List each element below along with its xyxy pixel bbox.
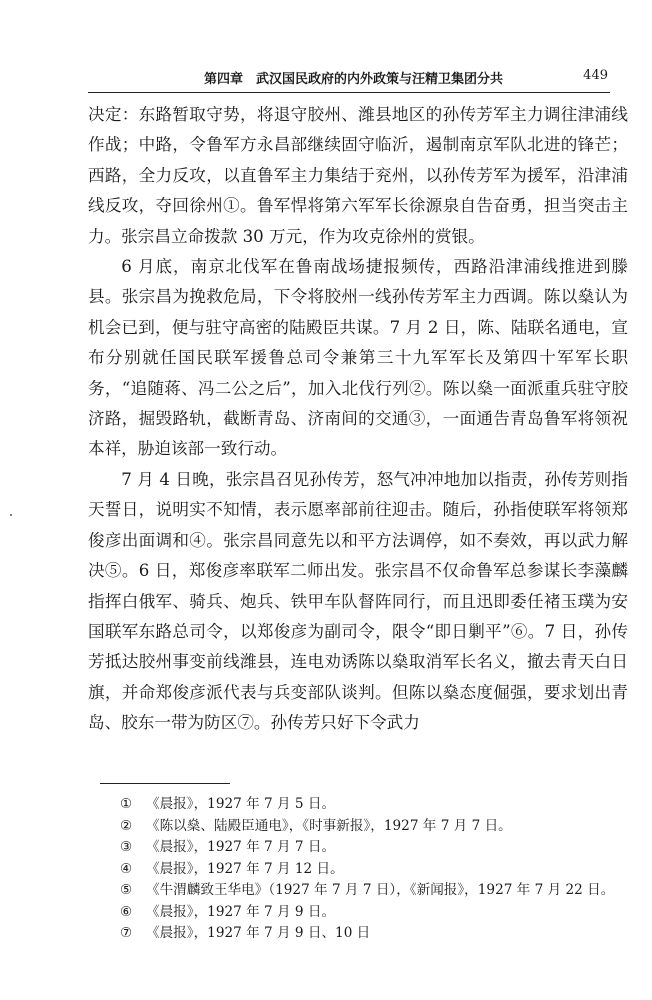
footnote-mark: ⑥	[120, 903, 133, 920]
footnote-mark: ④	[120, 860, 133, 877]
chapter-title: 第四章 武汉国民政府的内外政策与汪精卫集团分共	[204, 72, 504, 87]
footnote-mark: ⑦	[120, 925, 133, 941]
footnote-separator	[100, 783, 230, 784]
footnote-text: 《牛渭麟致王华电》（1927 年 7 月 7 日），《新闻报》，1927 年 7 月 22 日。	[146, 882, 615, 898]
footnote	[120, 816, 620, 838]
running-header	[88, 62, 608, 88]
footnote-mark: ②	[120, 817, 133, 834]
header-rule	[88, 92, 610, 93]
footnotes	[120, 794, 620, 945]
footnote	[120, 923, 620, 945]
footnote-text: 《晨报》，1927 年 7 月 12 日。	[146, 860, 344, 877]
paragraph-continued: 决定：东路暂取守势，将退守胶州、潍县地区的孙传芳军主力调往津浦线作战；中路，令鲁军方永昌部继续固守临沂，遏制南京军队北进的锋芒；西路，全力反攻，以直鲁军主力集结于兖州，以孙传芳军为援军，沿津浦线反攻，夺回徐州①。鲁军悍将第六军军长徐源泉自告奋勇，担当突击主力。张宗昌立命拨款 30 万元，作为攻克徐州的赏银。	[88, 105, 628, 246]
footnote-mark: ⑤	[120, 882, 133, 898]
footnote-text: 《晨报》，1927 年 7 月 9 日。	[146, 903, 336, 920]
footnote	[120, 902, 620, 924]
footnote-text: 《陈以燊、陆殿臣通电》，《时事新报》，1927 年 7 月 7 日。	[146, 817, 512, 834]
footnote	[120, 859, 620, 881]
footnote-text: 《晨报》，1927 年 7 月 7 日。	[146, 839, 336, 855]
paragraph: 7 月 4 日晚，张宗昌召见孙传芳，怒气冲冲地加以指责，孙传芳则指天誓日，说明实不知情，表示愿率部前往迎击。随后，孙指使联军将领郑俊彦出面调和④。张宗昌同意先以和平方法调停，如不奏效，再以武力解决⑤。6 日，郑俊彦率联军二师出发。张宗昌不仅命鲁军总参谋长李藻麟指挥白俄军、骑兵、炮兵、铁甲车队督阵同行，而且迅即委任褚玉璞为安国联军东路总司令，以郑俊彦为副司令，限令“即日剿平”⑥。7 日，孙传芳抵达胶州事变前线潍县，连电劝诱陈以燊取消军长名义，撤去青天白日旗，并命郑俊彦派代表与兵变部队谈判。但陈以燊态度倔强，要求划出青岛、胶东一带为防区⑦。孙传芳只好下令武力	[88, 469, 628, 733]
footnote	[120, 880, 620, 902]
scan-speck	[10, 514, 12, 516]
page-number: 449	[583, 68, 608, 83]
body-text	[88, 100, 628, 739]
paragraph: 6 月底，南京北伐军在鲁南战场捷报频传，西路沿津浦线推进到滕县。张宗昌为挽救危局，下令将胶州一线孙传芳军主力西调。陈以燊认为机会已到，便与驻守高密的陆殿臣共谋。7 月 2 日，陈、陆联名通电，宣布分别就任国民联军援鲁总司令兼第三十九军军长及第四十军军长职务，“追随蒋、冯二公之后”，加入北伐行列②。陈以燊一面派重兵驻守胶济路，掘毁路轨，截断青岛、济南间的交通③，一面通告青岛鲁军将领祝本祥，胁迫该部一致行动。	[88, 257, 628, 459]
footnote-text: 《晨报》，1927 年 7 月 9 日、10 日	[146, 925, 371, 941]
footnote-text: 《晨报》，1927 年 7 月 5 日。	[146, 796, 336, 812]
footnote-mark: ③	[120, 839, 133, 855]
footnote	[120, 794, 620, 816]
footnote-mark: ①	[120, 796, 133, 812]
footnote	[120, 837, 620, 859]
